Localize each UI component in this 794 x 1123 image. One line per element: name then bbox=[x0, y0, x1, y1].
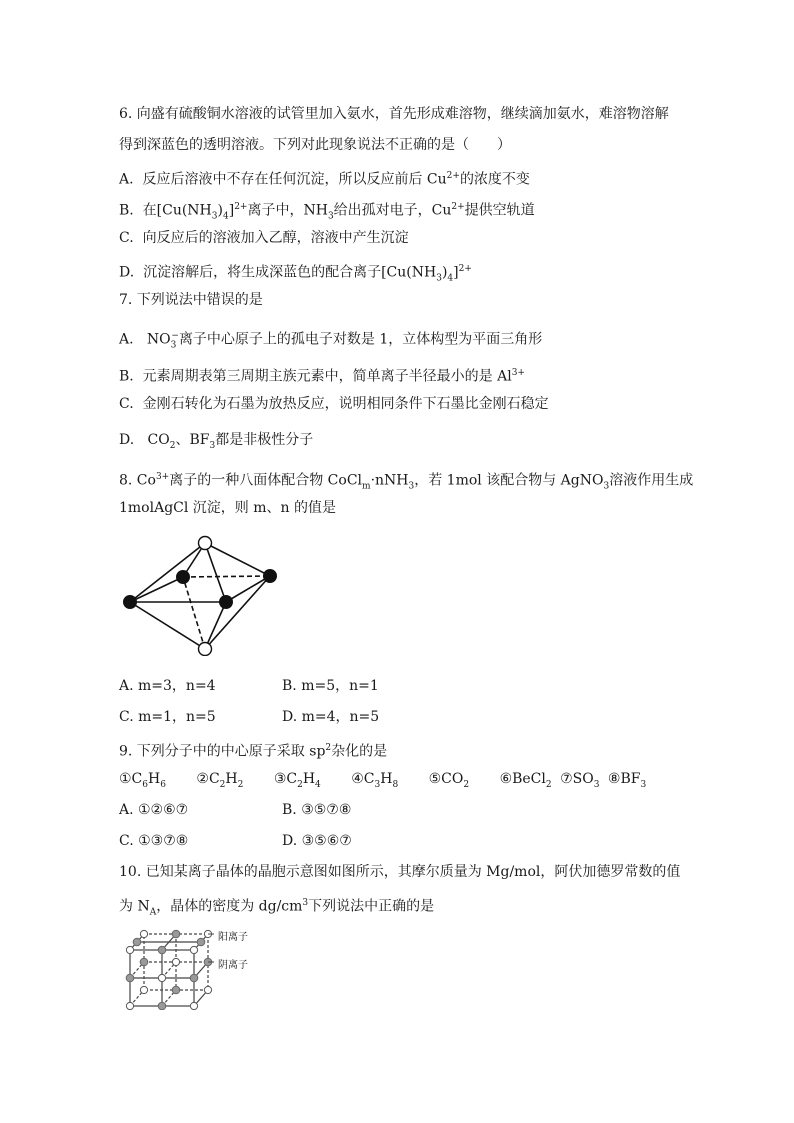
q8-stem-line2: 1molAgCl 沉淀，则 m、n 的值是 bbox=[119, 500, 336, 516]
top-vertex bbox=[199, 537, 212, 550]
q7-option-c: C. 金刚石转化为石墨为放热反应，说明相同条件下石墨比金刚石稳定 bbox=[119, 396, 549, 412]
q7-option-a: A. $NO_3^-$离子中心原子上的孤电子对数是 1，立体构型为平面三角形 bbox=[119, 331, 543, 351]
right-vertex bbox=[263, 569, 277, 583]
back-vertex bbox=[176, 570, 190, 584]
q9-molecule-list bbox=[119, 769, 672, 795]
q6-option-b: B. 在$[Cu(NH_3)_4]^{2+}$离子中，$NH_3$给出孤对电子，$Cu^{2+}$提供空轨道 bbox=[119, 202, 535, 222]
q9-option-a: A. ①②⑥⑦ bbox=[119, 802, 189, 818]
q9-option-b: B. ③⑤⑦⑧ bbox=[282, 802, 352, 818]
molecule-2: $②C_2H_2$ bbox=[196, 771, 244, 790]
molecule-8: $⑧BF_3$ bbox=[607, 771, 647, 790]
q9-option-d: D. ③⑤⑥⑦ bbox=[282, 833, 352, 849]
front-vertex bbox=[219, 595, 233, 609]
q6-option-d: D. 沉淀溶解后，将生成深蓝色的配合离子$[Cu(NH_3)_4]^{2+}$ bbox=[119, 264, 472, 284]
molecule-1: $①C_6H_6$ bbox=[119, 771, 166, 790]
crystal-cell-figure bbox=[122, 928, 272, 1010]
molecule-3: $③C_2H_4$ bbox=[273, 771, 321, 790]
q10-stem-line1: 10. 已知某离子晶体的晶胞示意图如图所示，其摩尔质量为 Mg/mol，阿伏加德罗常数的值 bbox=[119, 864, 681, 880]
left-vertex bbox=[123, 595, 137, 609]
q6-option-a: A. 反应后溶液中不存在任何沉淀，所以反应前后 $Cu^{2+}$的浓度不变 bbox=[119, 171, 530, 188]
cation-label: 阳离子 bbox=[218, 932, 248, 943]
molecule-7: $⑦SO_3$ bbox=[560, 771, 600, 790]
q7-option-b: B. 元素周期表第三周期主族元素中，简单离子半径最小的是 $Al^{3+}$ bbox=[119, 368, 525, 385]
q8-option-c: C. m=1，n=5 bbox=[119, 709, 216, 725]
q7-option-d: D. $CO_2$、$BF_3$都是非极性分子 bbox=[119, 432, 314, 451]
q8-option-b: B. m=5，n=1 bbox=[282, 678, 379, 694]
q8-stem-line1: 8. $Co^{3+}$离子的一种八面体配合物 CoCl$_m$·nNH$_3$，若 1mol 该配合物与 AgNO$_3$溶液作用生成 bbox=[119, 472, 694, 492]
q6-option-c: C. 向反应后的溶液加入乙醇，溶液中产生沉淀 bbox=[119, 230, 409, 246]
q6-stem-line2: 得到深蓝色的透明溶液。下列对此现象说法不正确的是（ ） bbox=[119, 137, 511, 153]
molecule-4: $④C_3H_8$ bbox=[351, 771, 399, 790]
q10-stem-line2: 为 $N_A$，晶体的密度为 $dg/cm^3$下列说法中正确的是 bbox=[119, 898, 435, 918]
anion-label: 阴离子 bbox=[218, 960, 248, 971]
molecule-5: $⑤CO_2$ bbox=[428, 771, 470, 790]
q8-option-d: D. m=4，n=5 bbox=[282, 709, 380, 725]
octahedron-figure bbox=[118, 532, 283, 656]
bottom-vertex bbox=[199, 643, 212, 656]
q9-stem: 9. 下列分子中的中心原子采取 $sp^2$杂化的是 bbox=[119, 743, 388, 760]
q7-stem: 7. 下列说法中错误的是 bbox=[119, 292, 263, 308]
q8-option-a: A. m=3，n=4 bbox=[119, 678, 216, 694]
molecule-6: ⑥BeCl$_2$ bbox=[499, 771, 552, 790]
q9-option-c: C. ①③⑦⑧ bbox=[119, 833, 189, 849]
q6-stem-line1: 6. 向盛有硫酸铜水溶液的试管里加入氨水，首先形成难溶物，继续滴加氨水，难溶物溶解 bbox=[119, 106, 669, 122]
